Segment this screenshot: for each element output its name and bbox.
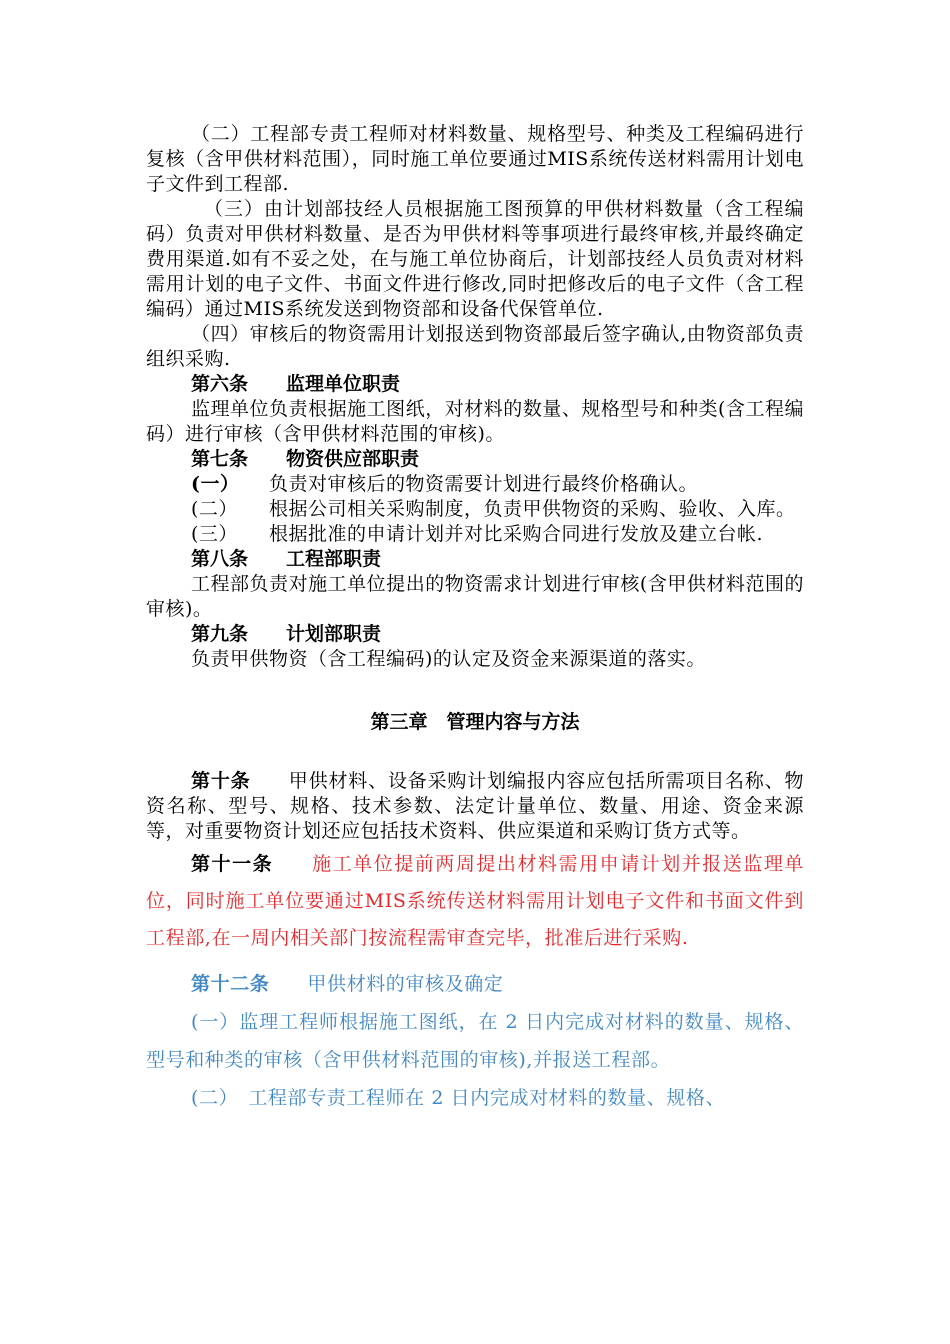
paragraph-2-4: （四）审核后的物资需用计划报送到物资部最后签字确认,由物资部负责组织采购.	[146, 323, 804, 370]
article-8-title: 工程部职责	[286, 548, 382, 570]
article-11	[146, 846, 804, 957]
article-9-title: 计划部职责	[286, 623, 382, 645]
item-number: (三）	[191, 523, 238, 545]
article-8-text: 工程部负责对施工单位提出的物资需求计划进行审核(含甲供材料范围的审核)。	[146, 573, 804, 620]
article-12-title: 甲供材料的审核及确定	[307, 973, 504, 995]
article-7-item-2	[146, 497, 804, 522]
article-10-text: 甲供材料、设备采购计划编报内容应包括所需项目名称、物资名称、型号、规格、技术参数、法定计量单位、数量、用途、资金来源等，对重要物资计划还应包括技术资料、供应渠道和采购订货方式等。	[146, 770, 804, 842]
item-number: (二）	[191, 498, 238, 520]
article-11-text: 施工单位提前两周提出材料需用申请计划并报送监理单位，同时施工单位要通过MIS系统传送材料需用计划电子文件和书面文件到工程部,在一周内相关部门按流程需审查完毕，批准后进行采购.	[146, 853, 805, 949]
article-12-label: 第十二条	[191, 973, 270, 995]
article-7-title: 物资供应部职责	[286, 448, 420, 470]
article-7-item-1	[146, 472, 804, 497]
article-6-heading	[146, 372, 804, 397]
article-12-heading	[146, 965, 804, 1003]
article-8-heading	[146, 547, 804, 572]
article-9-label: 第九条	[191, 623, 249, 645]
article-6-text: 监理单位负责根据施工图纸，对材料的数量、规格型号和种类(含工程编码）进行审核（含甲供材料范围的审核)。	[146, 398, 804, 445]
article-6-title: 监理单位职责	[286, 373, 401, 395]
paragraph-2-3: （三）由计划部技经人员根据施工图预算的甲供材料数量（含工程编码）负责对甲供材料数量、是否为甲供材料等事项进行最终审核,并最终确定费用渠道.如有不妥之处，在与施工单位协商后，计划部技经人员负责对材料需用计划的电子文件、书面文件进行修改,同时把修改后的电子文件（含工程编码）通过MIS系统发送到物资部和设备代保管单位.	[146, 198, 804, 320]
article-10-label: 第十条	[191, 770, 251, 792]
article-7-heading	[146, 447, 804, 472]
article-9-text: 负责甲供物资（含工程编码)的认定及资金来源渠道的落实。	[191, 648, 706, 670]
item-text: 负责对审核后的物资需要计划进行最终价格确认。	[269, 473, 699, 495]
article-9-heading	[146, 622, 804, 647]
item-text: 根据批准的申请计划并对比采购合同进行发放及建立台帐.	[269, 523, 764, 545]
item-text: 根据公司相关采购制度，负责甲供物资的采购、验收、入库。	[269, 498, 796, 520]
item-number: (一）	[191, 473, 240, 495]
article-6-label: 第六条	[191, 373, 249, 395]
article-11-label: 第十一条	[191, 853, 274, 875]
chapter-3-title: 第三章 管理内容与方法	[370, 711, 580, 733]
paragraph-2-2: （二）工程部专责工程师对材料数量、规格型号、种类及工程编码进行复核（含甲供材料范围），同时施工单位要通过MIS系统传送材料需用计划电子文件到工程部.	[146, 123, 804, 195]
article-7-item-3	[146, 522, 804, 547]
article-7-label: 第七条	[191, 448, 249, 470]
article-12-item-1: (一）监理工程师根据施工图纸，在 2 日内完成对材料的数量、规格、型号和种类的审核（含甲供材料范围的审核),并报送工程部。	[146, 1011, 804, 1071]
article-12-item-2: (二） 工程部专责工程师在 2 日内完成对材料的数量、规格、	[191, 1087, 726, 1109]
article-8-label: 第八条	[191, 548, 249, 570]
article-10	[146, 769, 804, 844]
